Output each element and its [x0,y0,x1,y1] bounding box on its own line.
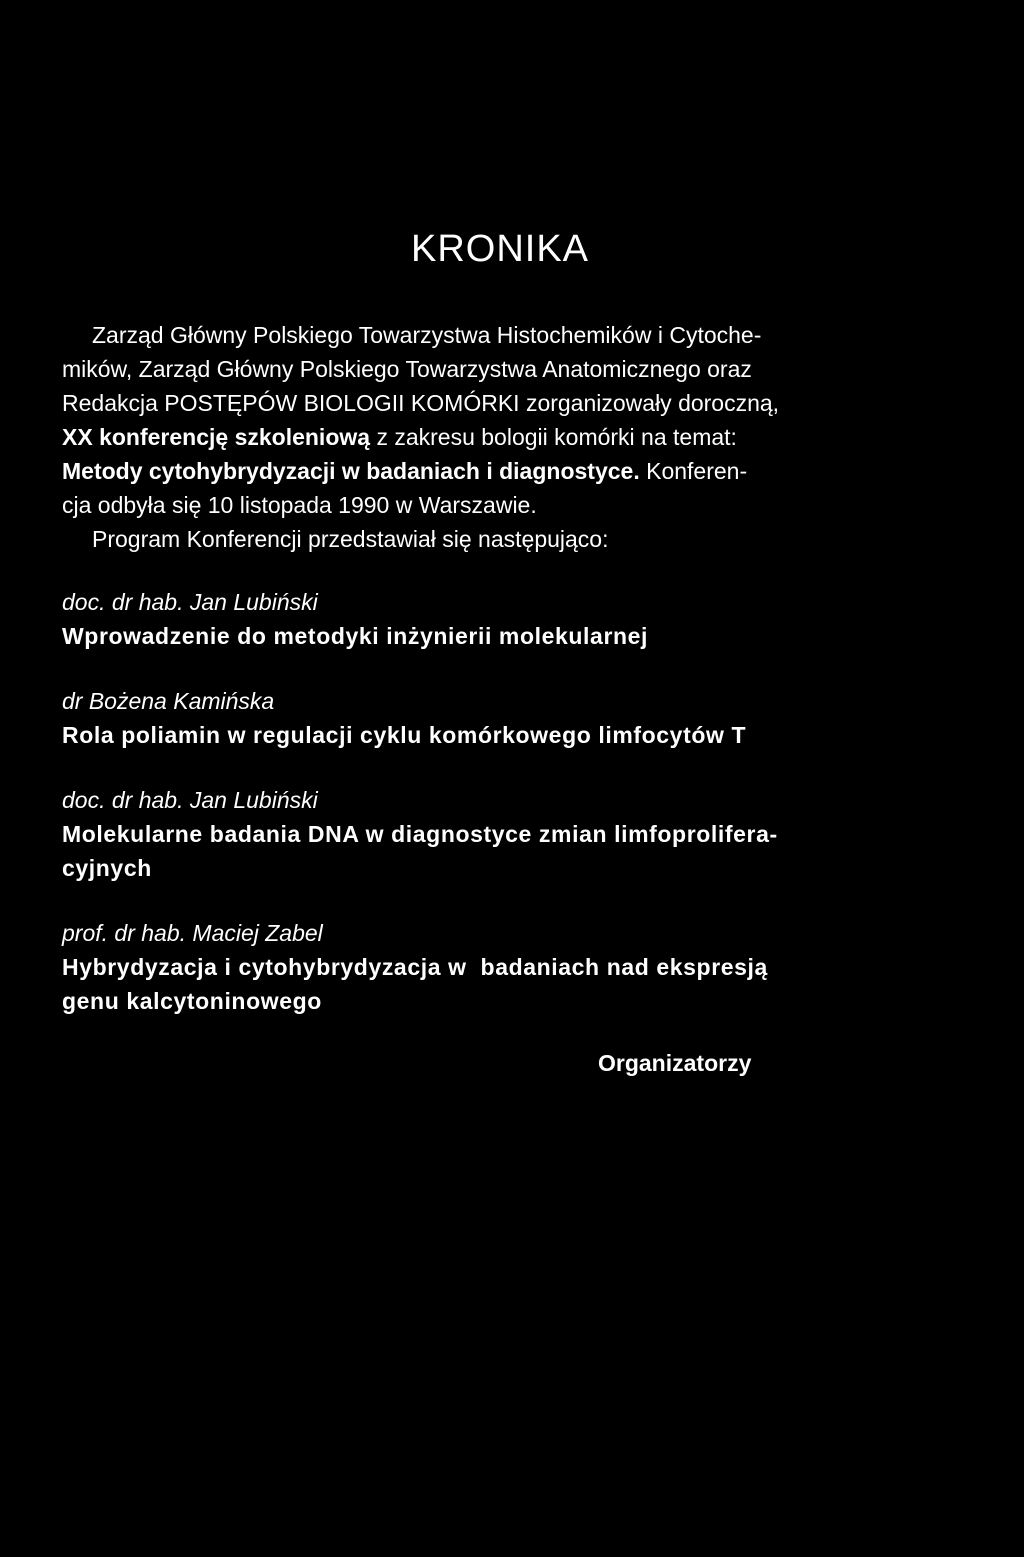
talk-title: Rola poliamin w regulacji cyklu komórkowego limfocytów T [62,722,747,748]
intro-line: Redakcja POSTĘPÓW BIOLOGII KOMÓRKI zorganizowały doroczną, [62,390,780,416]
program-item [62,783,962,885]
intro-paragraph [62,318,942,556]
talk-title: Molekularne badania DNA w diagnostyce zmian limfoprolifera- [62,821,778,847]
intro-line: Program Konferencji przedstawiał się następująco: [92,526,609,552]
intro-line [62,454,942,488]
intro-line: cja odbyła się 10 listopada 1990 w Warszawie. [62,492,537,518]
talk-title-continuation: cyjnych [62,855,152,881]
speaker-name: dr Bożena Kamińska [62,688,275,714]
speaker-name: doc. dr hab. Jan Lubiński [62,787,318,813]
intro-text: z zakresu bologii komórki na temat: [370,424,737,450]
talk-title: Wprowadzenie do metodyki inżynierii molekularnej [62,623,649,649]
talk-title: Hybrydyzacja i cytohybrydyzacja w badaniach nad ekspresją [62,954,768,980]
talk-title-continuation: genu kalcytoninowego [62,988,322,1014]
program-item [62,684,962,752]
program-item [62,585,962,653]
intro-line [62,420,942,454]
signature: Organizatorzy [598,1050,752,1076]
conference-name: XX konferencję szkoleniową [62,424,371,450]
intro-line: Zarząd Główny Polskiego Towarzystwa Histochemików i Cytoche- [92,322,762,348]
program-item [62,916,962,1018]
speaker-name: doc. dr hab. Jan Lubiński [62,589,318,615]
speaker-name: prof. dr hab. Maciej Zabel [62,920,323,946]
conference-topic: Metody cytohybrydyzacji w badaniach i diagnostyce. [62,458,640,484]
intro-line: mików, Zarząd Główny Polskiego Towarzystwa Anatomicznego oraz [62,356,752,382]
page-title: KRONIKA [410,228,590,270]
intro-text: Konferen- [639,458,748,484]
